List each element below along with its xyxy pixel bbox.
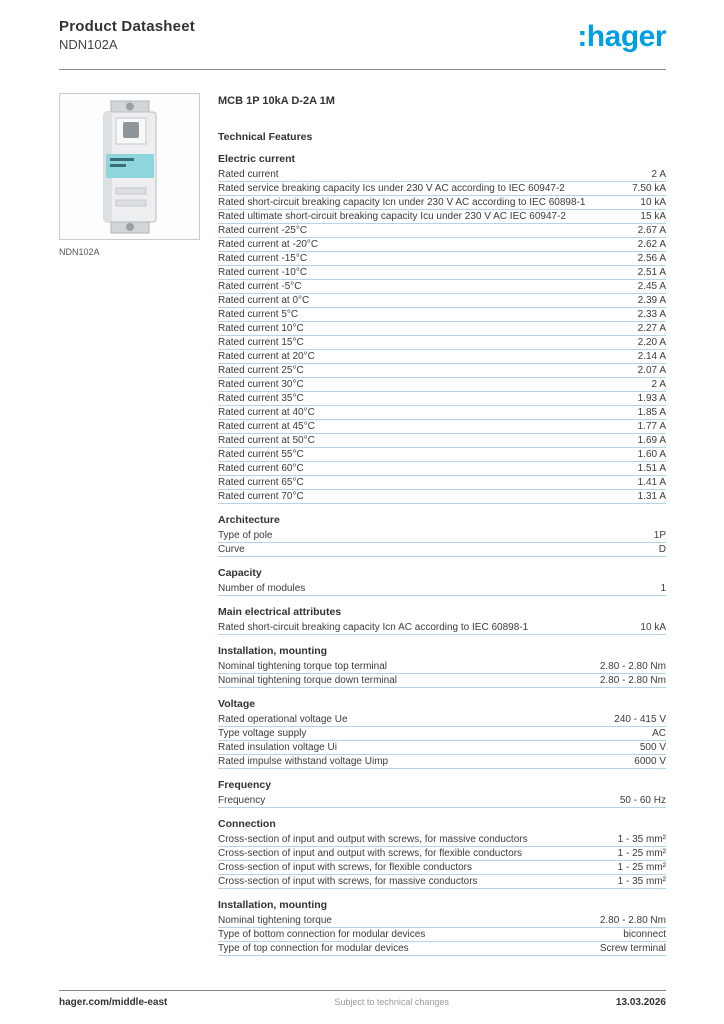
spec-row bbox=[218, 448, 666, 462]
spec-row bbox=[218, 280, 666, 294]
product-image-caption: NDN102A bbox=[59, 247, 100, 257]
spec-label: Type of pole bbox=[218, 530, 273, 541]
spec-row bbox=[218, 713, 666, 727]
spec-row bbox=[218, 378, 666, 392]
spec-value: 500 V bbox=[639, 742, 666, 753]
spec-label: Rated impulse withstand voltage Uimp bbox=[218, 756, 389, 767]
spec-label: Rated ultimate short-circuit breaking capacity Icu under 230 V AC IEC 60947-2 bbox=[218, 211, 566, 222]
spec-value: 2.14 A bbox=[637, 351, 666, 362]
spec-label: Type of bottom connection for modular devices bbox=[218, 929, 426, 940]
spec-label: Nominal tightening torque top terminal bbox=[218, 661, 387, 672]
spec-label: Rated short-circuit breaking capacity Icn under 230 V AC according to IEC 60898-1 bbox=[218, 197, 586, 208]
spec-row bbox=[218, 322, 666, 336]
spec-label: Rated current at 40°C bbox=[218, 407, 315, 418]
spec-row bbox=[218, 847, 666, 861]
spec-row bbox=[218, 392, 666, 406]
spec-value: 15 kA bbox=[640, 211, 666, 222]
spec-label: Rated current 15°C bbox=[218, 337, 304, 348]
spec-row bbox=[218, 266, 666, 280]
spec-value: 240 - 415 V bbox=[614, 714, 666, 725]
spec-value: 1.60 A bbox=[637, 449, 666, 460]
spec-label: Rated current at 50°C bbox=[218, 435, 315, 446]
spec-label: Rated current 55°C bbox=[218, 449, 304, 460]
spec-value: 1.85 A bbox=[637, 407, 666, 418]
spec-label: Rated current -25°C bbox=[218, 225, 308, 236]
spec-row bbox=[218, 727, 666, 741]
spec-row bbox=[218, 928, 666, 942]
spec-value: 1 - 35 mm² bbox=[617, 834, 666, 845]
product-image-column bbox=[59, 93, 200, 956]
spec-row bbox=[218, 529, 666, 543]
spec-row bbox=[218, 914, 666, 928]
spec-value: 2.20 A bbox=[637, 337, 666, 348]
spec-label: Nominal tightening torque bbox=[218, 915, 332, 926]
spec-row bbox=[218, 755, 666, 769]
spec-label: Rated service breaking capacity Ics under 230 V AC according to IEC 60947-2 bbox=[218, 183, 565, 194]
section-heading: Connection bbox=[218, 818, 276, 830]
spec-row bbox=[218, 861, 666, 875]
spec-label: Rated current at 0°C bbox=[218, 295, 310, 306]
spec-value: 10 kA bbox=[640, 622, 666, 633]
spec-label: Rated current 70°C bbox=[218, 491, 304, 502]
sections bbox=[218, 153, 666, 956]
spec-row bbox=[218, 308, 666, 322]
spec-value: 2.62 A bbox=[637, 239, 666, 250]
spec-row bbox=[218, 168, 666, 182]
spec-row bbox=[218, 942, 666, 956]
header bbox=[59, 18, 666, 70]
section-heading: Architecture bbox=[218, 514, 280, 526]
spec-row bbox=[218, 794, 666, 808]
spec-label: Rated current at 20°C bbox=[218, 351, 315, 362]
spec-value: D bbox=[658, 544, 666, 555]
product-title: MCB 1P 10kA D-2A 1M bbox=[218, 95, 335, 107]
product-image bbox=[59, 93, 200, 240]
spec-label: Rated current 10°C bbox=[218, 323, 304, 334]
spec-value: 6000 V bbox=[634, 756, 666, 767]
spec-value: 2.80 - 2.80 Nm bbox=[599, 661, 666, 672]
spec-value: 2.80 - 2.80 Nm bbox=[599, 675, 666, 686]
spec-label: Rated current 30°C bbox=[218, 379, 304, 390]
spec-value: 1.31 A bbox=[637, 491, 666, 502]
spec-value: 1 bbox=[660, 583, 666, 594]
spec-value: 1 - 25 mm² bbox=[617, 848, 666, 859]
spec-label: Rated current 60°C bbox=[218, 463, 304, 474]
spec-value: 2.39 A bbox=[637, 295, 666, 306]
spec-row bbox=[218, 224, 666, 238]
product-reference: NDN102A bbox=[59, 37, 118, 52]
spec-label: Rated operational voltage Ue bbox=[218, 714, 348, 725]
spec-label: Rated current bbox=[218, 169, 279, 180]
spec-label: Rated current at 45°C bbox=[218, 421, 315, 432]
spec-label: Rated short-circuit breaking capacity Icn AC according to IEC 60898-1 bbox=[218, 622, 529, 633]
spec-value: 1.69 A bbox=[637, 435, 666, 446]
section-heading: Frequency bbox=[218, 779, 272, 791]
spec-label: Rated insulation voltage Ui bbox=[218, 742, 337, 753]
spec-label: Rated current 65°C bbox=[218, 477, 304, 488]
section-heading: Installation, mounting bbox=[218, 899, 328, 911]
spec-row bbox=[218, 434, 666, 448]
spec-label: Curve bbox=[218, 544, 245, 555]
spec-value: biconnect bbox=[623, 929, 666, 940]
spec-label: Nominal tightening torque down terminal bbox=[218, 675, 397, 686]
section-heading: Installation, mounting bbox=[218, 645, 328, 657]
spec-row bbox=[218, 660, 666, 674]
spec-label: Cross-section of input and output with screws, for flexible conductors bbox=[218, 848, 523, 859]
spec-value: 1.93 A bbox=[637, 393, 666, 404]
section-heading: Main electrical attributes bbox=[218, 606, 342, 618]
spec-value: 1.41 A bbox=[637, 477, 666, 488]
spec-row bbox=[218, 875, 666, 889]
spec-value: 1 - 25 mm² bbox=[617, 862, 666, 873]
spec-column bbox=[218, 93, 666, 956]
spec-label: Rated current -15°C bbox=[218, 253, 308, 264]
section-heading: Capacity bbox=[218, 567, 262, 579]
spec-value: 2.80 - 2.80 Nm bbox=[599, 915, 666, 926]
spec-value: 10 kA bbox=[640, 197, 666, 208]
spec-row bbox=[218, 420, 666, 434]
spec-label: Cross-section of input with screws, for massive conductors bbox=[218, 876, 478, 887]
spec-value: 2.45 A bbox=[637, 281, 666, 292]
spec-row bbox=[218, 621, 666, 635]
spec-row bbox=[218, 741, 666, 755]
spec-value: 1P bbox=[653, 530, 666, 541]
spec-value: Screw terminal bbox=[599, 943, 666, 954]
spec-row bbox=[218, 674, 666, 688]
page-title: Product Datasheet bbox=[59, 18, 195, 35]
spec-value: 2.67 A bbox=[637, 225, 666, 236]
footer-disclaimer: Subject to technical changes bbox=[334, 997, 449, 1007]
main-content bbox=[59, 93, 666, 956]
spec-value: 2 A bbox=[651, 379, 666, 390]
spec-row bbox=[218, 833, 666, 847]
section-heading: Electric current bbox=[218, 153, 296, 165]
spec-label: Type of top connection for modular devices bbox=[218, 943, 409, 954]
spec-value: 1.51 A bbox=[637, 463, 666, 474]
spec-label: Rated current -5°C bbox=[218, 281, 302, 292]
spec-value: 2 A bbox=[651, 169, 666, 180]
spec-value: 2.56 A bbox=[637, 253, 666, 264]
spec-label: Rated current at -20°C bbox=[218, 239, 319, 250]
spec-value: 2.07 A bbox=[637, 365, 666, 376]
spec-value: 2.33 A bbox=[637, 309, 666, 320]
spec-label: Cross-section of input and output with screws, for massive conductors bbox=[218, 834, 528, 845]
footer-website-link[interactable]: hager.com/middle-east bbox=[59, 997, 168, 1008]
spec-row bbox=[218, 462, 666, 476]
spec-row bbox=[218, 406, 666, 420]
spec-row bbox=[218, 582, 666, 596]
spec-value: 1.77 A bbox=[637, 421, 666, 432]
spec-row bbox=[218, 336, 666, 350]
spec-label: Cross-section of input with screws, for flexible conductors bbox=[218, 862, 472, 873]
spec-value: 50 - 60 Hz bbox=[619, 795, 666, 806]
hager-logo: :hager bbox=[577, 20, 666, 53]
spec-label: Frequency bbox=[218, 795, 266, 806]
spec-value: 1 - 35 mm² bbox=[617, 876, 666, 887]
footer-date: 13.03.2026 bbox=[615, 997, 666, 1008]
spec-row bbox=[218, 196, 666, 210]
spec-label: Number of modules bbox=[218, 583, 306, 594]
spec-row bbox=[218, 476, 666, 490]
spec-row bbox=[218, 294, 666, 308]
technical-features-heading: Technical Features bbox=[218, 131, 313, 143]
spec-row bbox=[218, 490, 666, 504]
spec-row bbox=[218, 364, 666, 378]
spec-row bbox=[218, 238, 666, 252]
spec-value: 2.27 A bbox=[637, 323, 666, 334]
spec-label: Rated current 35°C bbox=[218, 393, 304, 404]
spec-value: 2.51 A bbox=[637, 267, 666, 278]
footer bbox=[59, 990, 666, 1008]
section-heading: Voltage bbox=[218, 698, 256, 710]
spec-row bbox=[218, 182, 666, 196]
spec-label: Type voltage supply bbox=[218, 728, 307, 739]
spec-row bbox=[218, 350, 666, 364]
spec-row bbox=[218, 543, 666, 557]
spec-value: 7.50 kA bbox=[632, 183, 666, 194]
spec-label: Rated current 5°C bbox=[218, 309, 299, 320]
spec-label: Rated current -10°C bbox=[218, 267, 308, 278]
spec-value: AC bbox=[652, 728, 666, 739]
spec-row bbox=[218, 252, 666, 266]
circuit-breaker-illustration bbox=[89, 100, 171, 234]
spec-label: Rated current 25°C bbox=[218, 365, 304, 376]
spec-row bbox=[218, 210, 666, 224]
